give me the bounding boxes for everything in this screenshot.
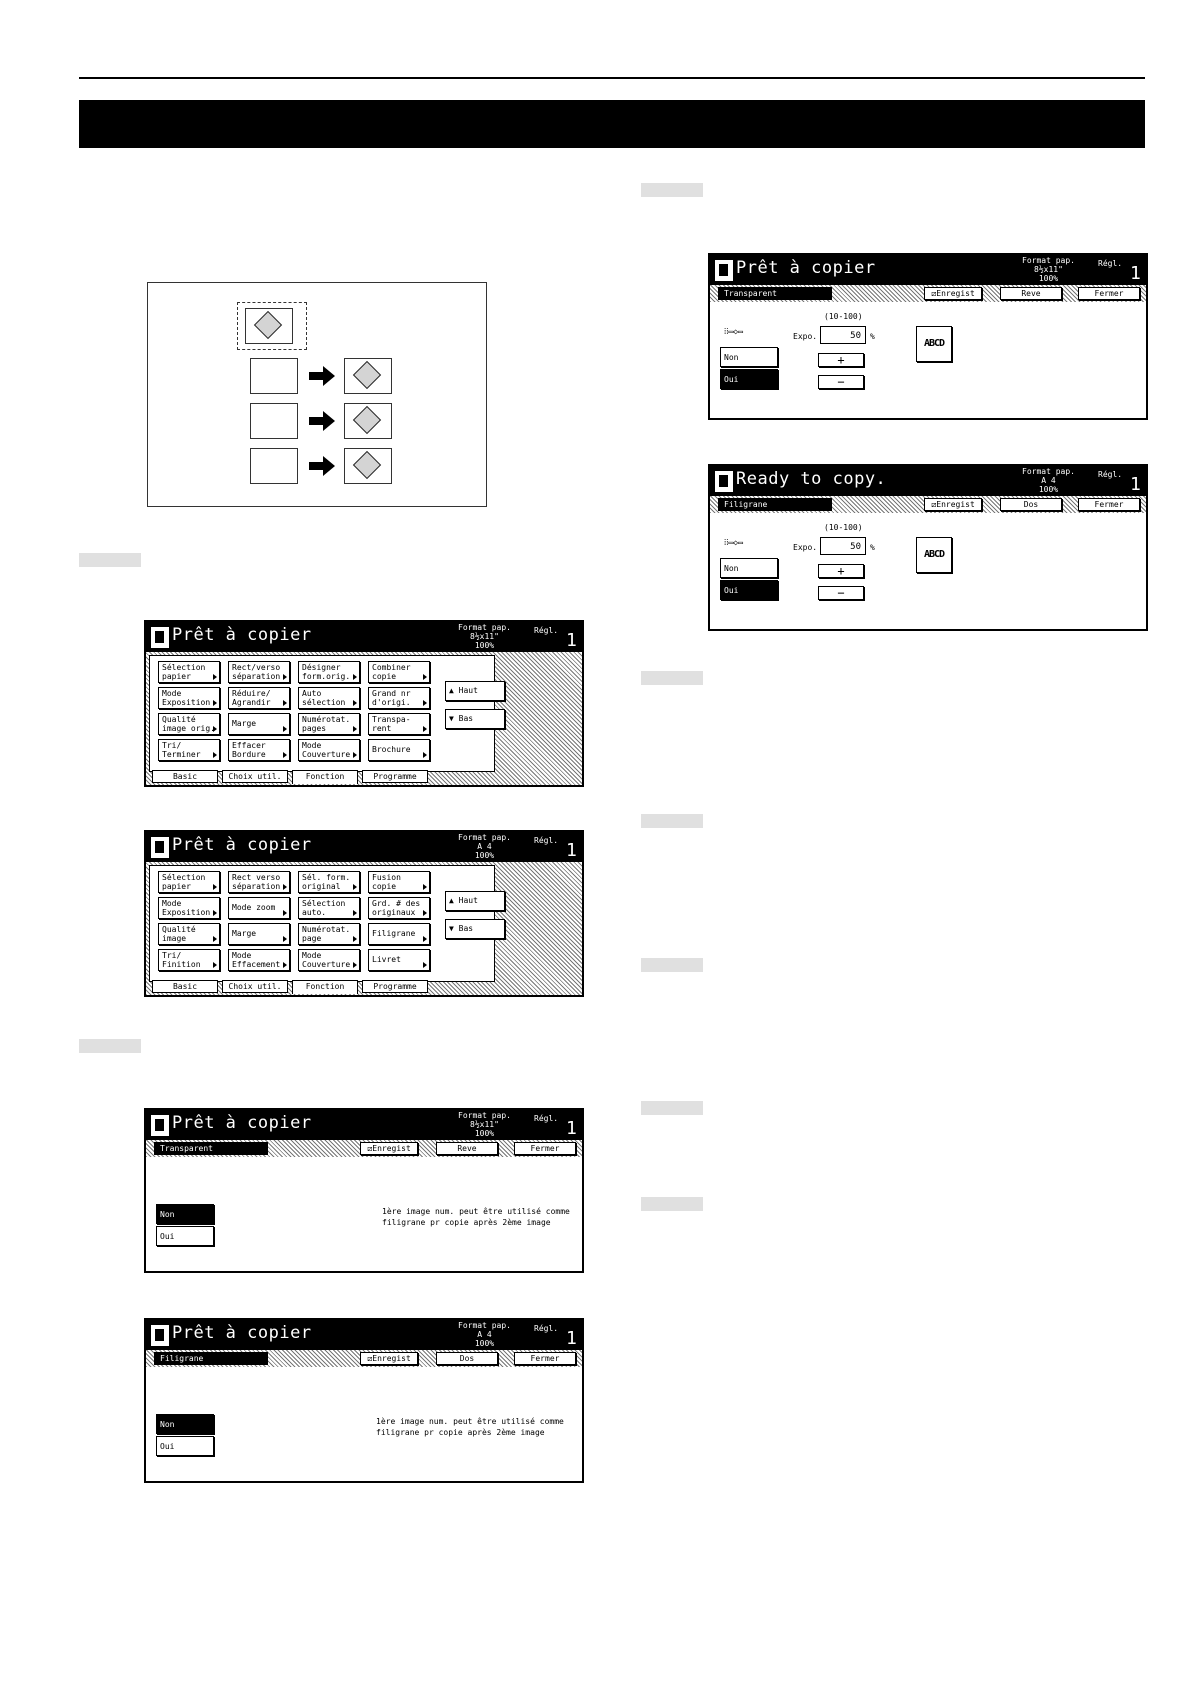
function-button[interactable]: Mode Couverture: [298, 739, 360, 761]
function-button[interactable]: Désigner form.orig.: [298, 661, 360, 683]
section-title-bar: [79, 100, 1145, 148]
close-button[interactable]: Fermer: [1078, 498, 1140, 511]
percent-label: %: [870, 543, 875, 552]
header-rule: [79, 77, 1145, 79]
tab-user-choice[interactable]: Choix util.: [222, 980, 288, 993]
on-button[interactable]: Oui: [156, 1226, 214, 1246]
copier-screen-filigrane-onoff: [144, 1318, 584, 1483]
on-button[interactable]: Oui: [720, 369, 778, 389]
function-button[interactable]: Qualité image orig.: [158, 713, 220, 735]
save-icon: ⧄: [931, 500, 937, 509]
paper-size: 8½x11": [470, 632, 499, 641]
settings-label: Régl.: [534, 1324, 559, 1333]
zoom-level: 100%: [474, 1339, 495, 1348]
function-button[interactable]: Réduire/ Agrandir: [228, 687, 290, 709]
function-label: Transparent: [154, 1142, 268, 1155]
function-button[interactable]: Mode Exposition: [158, 897, 220, 919]
diamond-icon: [254, 311, 282, 339]
paper-format-label: Format pap.: [458, 833, 511, 842]
function-button[interactable]: Numérotat. pages: [298, 713, 360, 735]
copy-count: 1: [1130, 263, 1141, 284]
screen-header: [146, 622, 582, 652]
step-marker: [79, 553, 141, 567]
settings-label: Régl.: [1098, 470, 1123, 479]
page-down-button[interactable]: ▼ Bas: [445, 919, 505, 939]
zoom-level: 100%: [474, 1129, 495, 1138]
document-icon: [715, 260, 733, 281]
copy-count: 1: [1130, 474, 1141, 495]
function-subbar: [146, 1352, 582, 1369]
save-icon: ⧄: [367, 1354, 373, 1363]
step-marker: [641, 183, 703, 197]
close-button[interactable]: Fermer: [1078, 287, 1140, 300]
step-marker: [641, 958, 703, 972]
function-button[interactable]: Mode Effacement: [228, 949, 290, 971]
off-button[interactable]: Non: [720, 347, 778, 367]
screen-title: Prêt à copier: [172, 835, 312, 855]
function-button[interactable]: Mode zoom: [228, 897, 290, 919]
function-button[interactable]: Sél. form. original: [298, 871, 360, 893]
exposure-value: 50: [820, 326, 866, 344]
step-marker: [641, 1197, 703, 1211]
function-label: Transparent: [718, 287, 832, 300]
decrease-button[interactable]: −: [818, 375, 864, 389]
triangle-up-icon: ▲: [449, 896, 454, 905]
copier-screen-function-letter: [144, 620, 584, 787]
document-icon: [715, 471, 733, 492]
document-icon: [151, 1115, 169, 1136]
function-button[interactable]: Tri/ Terminer: [158, 739, 220, 761]
close-button[interactable]: Fermer: [514, 1352, 576, 1365]
paper-format-label: Format pap.: [1022, 467, 1075, 476]
screen-title: Prêt à copier: [172, 625, 312, 645]
function-panel: [149, 655, 495, 772]
save-button[interactable]: ⧄Enregist: [360, 1352, 418, 1365]
paper-size: 8½x11": [470, 1120, 499, 1129]
copier-screen-filigrane-exposure: [708, 464, 1148, 631]
function-button[interactable]: Mode Couverture: [298, 949, 360, 971]
screen-title: Prêt à copier: [172, 1113, 312, 1133]
function-button[interactable]: Sélection papier: [158, 871, 220, 893]
function-button[interactable]: Fusion copie: [368, 871, 430, 893]
triangle-down-icon: ▼: [449, 924, 454, 933]
tab-basic[interactable]: Basic: [152, 770, 218, 783]
function-button[interactable]: Auto sélection: [298, 687, 360, 709]
paper-format-label: Format pap.: [458, 623, 511, 632]
preview-image: ABCD: [916, 537, 952, 573]
overlay-diagram: [147, 282, 487, 507]
function-subbar: [146, 1142, 582, 1159]
decrease-button[interactable]: −: [818, 586, 864, 600]
page-up-button[interactable]: ▲ Haut: [445, 891, 505, 911]
document-icon: [151, 837, 169, 858]
function-subbar: [710, 498, 1146, 515]
screen-title: Prêt à copier: [172, 1323, 312, 1343]
paper-size: A 4: [477, 1330, 492, 1339]
function-button[interactable]: Qualité image: [158, 923, 220, 945]
function-button[interactable]: Numérotat. page: [298, 923, 360, 945]
page-up-button[interactable]: ▲ Haut: [445, 681, 505, 701]
tab-program[interactable]: Programme: [362, 770, 428, 783]
exposure-label: Expo.: [793, 332, 818, 341]
increase-button[interactable]: +: [818, 353, 864, 367]
function-subbar: [710, 287, 1146, 304]
function-button[interactable]: Grand nr d'origi.: [368, 687, 430, 709]
step-marker: [641, 1101, 703, 1115]
tab-program[interactable]: Programme: [362, 980, 428, 993]
on-button[interactable]: Oui: [156, 1436, 214, 1456]
function-button[interactable]: Rect/verso séparation: [228, 661, 290, 683]
diamond-icon: [353, 451, 381, 479]
function-button[interactable]: Marge: [228, 923, 290, 945]
function-label: Filigrane: [718, 498, 832, 511]
settings-label: Régl.: [1098, 259, 1123, 268]
screen-header: [146, 1320, 582, 1350]
percent-label: %: [870, 332, 875, 341]
save-icon: ⧄: [931, 289, 937, 298]
preview-image: ABCD: [916, 326, 952, 362]
paper-size: A 4: [1041, 476, 1056, 485]
function-button[interactable]: Grd. # des originaux: [368, 897, 430, 919]
screen-header: [146, 1110, 582, 1140]
diamond-icon: [353, 361, 381, 389]
function-button[interactable]: Mode Exposition: [158, 687, 220, 709]
save-button[interactable]: ⧄Enregist: [360, 1142, 418, 1155]
exposure-value: 50: [820, 537, 866, 555]
tab-function[interactable]: Fonction: [292, 980, 358, 994]
range-label: (10-100): [824, 523, 863, 532]
copier-screen-transparent-exposure: [708, 253, 1148, 420]
step-marker: [641, 814, 703, 828]
paper-format-label: Format pap.: [458, 1111, 511, 1120]
arrow-right-icon: [309, 411, 335, 431]
copier-screen-transparent-onoff: [144, 1108, 584, 1273]
off-button[interactable]: Non: [720, 558, 778, 578]
overlaid-page: [344, 448, 392, 484]
blank-page: [250, 358, 298, 394]
copy-count: 1: [566, 840, 577, 861]
original-page: [245, 308, 293, 344]
document-icon: [151, 627, 169, 648]
screen-header: [146, 832, 582, 862]
screen-header: [710, 255, 1146, 285]
function-button[interactable]: Tri/ Finition: [158, 949, 220, 971]
function-button[interactable]: Filigrane: [368, 923, 430, 945]
step-marker: [79, 1039, 141, 1053]
page-down-button[interactable]: ▼ Bas: [445, 709, 505, 729]
zoom-level: 100%: [1038, 274, 1059, 283]
function-button[interactable]: Transpa- rent: [368, 713, 430, 735]
copy-count: 1: [566, 1118, 577, 1139]
range-label: (10-100): [824, 312, 863, 321]
document-icon: [151, 1325, 169, 1346]
tab-function[interactable]: Fonction: [292, 770, 358, 784]
back-button[interactable]: Reve: [436, 1142, 498, 1155]
screen-title: Prêt à copier: [736, 258, 876, 278]
function-button[interactable]: Sélection auto.: [298, 897, 360, 919]
function-button[interactable]: Rect verso séparation: [228, 871, 290, 893]
info-message: 1ère image num. peut être utilisé comme filigrane pr copie après 2ème image: [382, 1207, 570, 1227]
save-button[interactable]: ⧄Enregist: [924, 287, 982, 300]
tab-basic[interactable]: Basic: [152, 980, 218, 993]
screen-title: Ready to copy.: [736, 469, 887, 489]
close-button[interactable]: Fermer: [514, 1142, 576, 1155]
function-button[interactable]: Marge: [228, 713, 290, 735]
function-button[interactable]: Livret: [368, 949, 430, 971]
arrow-right-icon: [309, 456, 335, 476]
off-button[interactable]: Non: [156, 1204, 214, 1224]
function-button[interactable]: Sélection papier: [158, 661, 220, 683]
settings-label: Régl.: [534, 836, 559, 845]
overlaid-page: [344, 358, 392, 394]
copy-count: 1: [566, 1328, 577, 1349]
save-icon: ⧄: [367, 1144, 373, 1153]
function-button[interactable]: Combiner copie: [368, 661, 430, 683]
overlay-mode-icon: ⁞⁞▭◇▭: [724, 538, 743, 547]
triangle-up-icon: ▲: [449, 686, 454, 695]
increase-button[interactable]: +: [818, 564, 864, 578]
function-panel: [149, 865, 495, 982]
settings-label: Régl.: [534, 1114, 559, 1123]
back-button[interactable]: Dos: [436, 1352, 498, 1365]
back-button[interactable]: Dos: [1000, 498, 1062, 511]
screen-header: [710, 466, 1146, 496]
off-button[interactable]: Non: [156, 1414, 214, 1434]
diamond-icon: [353, 406, 381, 434]
copy-count: 1: [566, 630, 577, 651]
triangle-down-icon: ▼: [449, 714, 454, 723]
save-button[interactable]: ⧄Enregist: [924, 498, 982, 511]
copier-screen-function-a4: [144, 830, 584, 997]
arrow-right-icon: [309, 366, 335, 386]
blank-page: [250, 403, 298, 439]
paper-format-label: Format pap.: [458, 1321, 511, 1330]
exposure-label: Expo.: [793, 543, 818, 552]
step-marker: [641, 671, 703, 685]
function-button[interactable]: Effacer Bordure: [228, 739, 290, 761]
paper-size: 8½x11": [1034, 265, 1063, 274]
on-button[interactable]: Oui: [720, 580, 778, 600]
paper-format-label: Format pap.: [1022, 256, 1075, 265]
back-button[interactable]: Reve: [1000, 287, 1062, 300]
function-label: Filigrane: [154, 1352, 268, 1365]
blank-page: [250, 448, 298, 484]
info-message: 1ère image num. peut être utilisé comme filigrane pr copie après 2ème image: [376, 1417, 564, 1437]
overlaid-page: [344, 403, 392, 439]
tab-user-choice[interactable]: Choix util.: [222, 770, 288, 783]
zoom-level: 100%: [474, 851, 495, 860]
zoom-level: 100%: [474, 641, 495, 650]
zoom-level: 100%: [1038, 485, 1059, 494]
function-button[interactable]: Brochure: [368, 739, 430, 761]
overlay-mode-icon: ⁞⁞▭◇▭: [724, 327, 743, 336]
settings-label: Régl.: [534, 626, 559, 635]
paper-size: A 4: [477, 842, 492, 851]
